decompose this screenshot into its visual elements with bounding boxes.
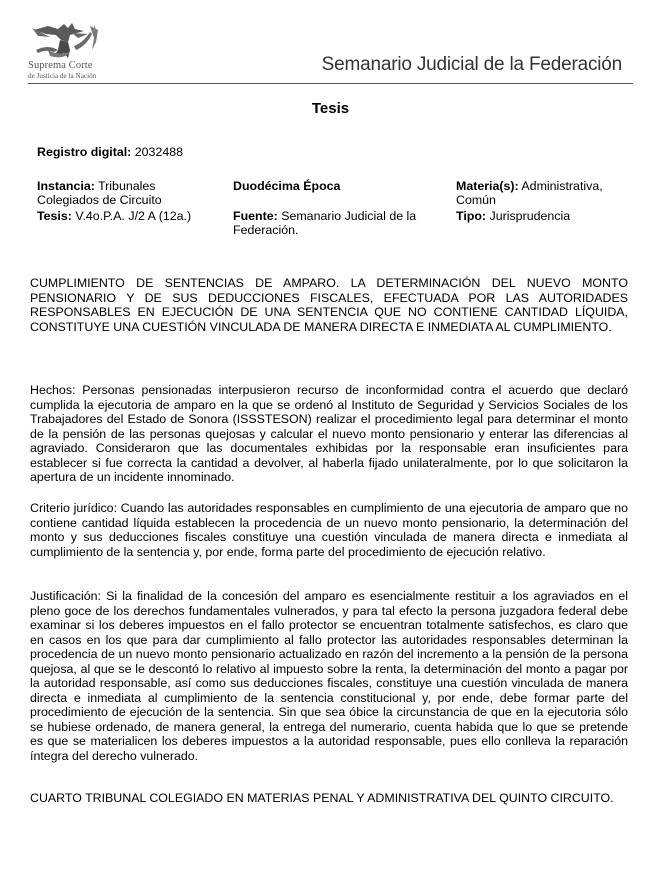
instancia-value: Tribunales Colegiados de Circuito — [37, 179, 162, 207]
fuente-value: Semanario Judicial de la Federación. — [233, 209, 417, 237]
fuente-label: Fuente: — [233, 209, 278, 223]
eagle-emblem-icon — [28, 20, 108, 62]
fuente-field — [233, 209, 443, 237]
logo-text-suprema-corte: Suprema Corte — [28, 60, 93, 71]
header-divider — [28, 83, 633, 84]
document-type-heading: Tesis — [311, 100, 350, 117]
tesis-value: V.4o.P.A. J/2 A (12a.) — [75, 209, 192, 223]
tipo-field — [456, 209, 626, 223]
materia-field — [456, 179, 626, 207]
tesis-field — [37, 209, 227, 223]
materia-value: Administrativa, Común — [456, 179, 603, 207]
registro-digital — [37, 145, 183, 159]
tribunal-name: CUARTO TRIBUNAL COLEGIADO EN MATERIAS PENAL Y ADMINISTRATIVA DEL QUINTO CIRCUITO. — [30, 791, 614, 805]
registro-value: 2032488 — [134, 145, 184, 159]
logo-text-justicia: de Justicia de la Nación — [28, 72, 97, 80]
instancia-field — [37, 179, 205, 207]
tesis-label: Tesis: — [37, 209, 72, 223]
criterio-juridico-paragraph: Criterio jurídico: Cuando las autoridades responsables en cumplimiento de una ejecutoria de amparo que no contiene cantidad líquida establecen la procedencia de un nuevo monto pensionario, la determinación del monto y sus deducciones fiscales constituye una cuestión vinculada de manera directa e inmediata al cumplimiento de la sentencia y, por ende, forma parte del procedimiento de ejecución relativo. — [30, 501, 628, 559]
epoca-field — [233, 179, 443, 193]
hechos-paragraph: Hechos: Personas pensionadas interpusieron recurso de inconformidad contra el acuerdo que declaró cumplida la ejecutoria de amparo en la que se ordenó al Instituto de Seguridad y Servicios Sociales de los Trabajadores del Estado de Sonora (ISSSTESON) realizar el procedimiento legal para determinar el monto de la pensión de las personas quejosas y calcular el nuevo monto pensionario y enterar las diferencias al agraviado. Consideraron que las documentales exhibidas por la responsable eran insuficientes para establecer si fue correcta la cantidad a devolver, al haberla fijado unilateralmente, por lo que solicitaron la apertura de un incidente innominado. — [30, 383, 628, 484]
tesis-rubro: CUMPLIMIENTO DE SENTENCIAS DE AMPARO. LA DETERMINACIÓN DEL NUEVO MONTO PENSIONARIO Y DE SUS DEDUCCIONES FISCALES, EFECTUADA POR LAS AUTORIDADES RESPONSABLES EN EJECUCIÓN DE UNA SENTENCIA QUE NO CONTIENE CANTIDAD LÍQUIDA, CONSTITUYE UNA CUESTIÓN VINCULADA DE MANERA DIRECTA E INMEDIATA AL CUMPLIMIENTO. — [30, 276, 628, 334]
tipo-value: Jurisprudencia — [489, 209, 571, 223]
instancia-label: Instancia: — [37, 179, 95, 193]
justificacion-paragraph: Justificación: Si la finalidad de la concesión del amparo es esencialmente restituir a los agraviados en el pleno goce de los derechos fundamentales vulnerados, y para tal efecto la persona juzgadora federal debe examinar si los deberes impuestos en el fallo protector se encuentran totalmente satisfechos, es claro que en casos en los que para dar cumplimiento al fallo protector las autoridades responsables determinan la procedencia de un nuevo monto pensionario actualizado en razón del incremento a la pensión de la persona quejosa, al que se le descontó lo relativo al impuesto sobre la renta, la determinación del monto a pagar por la autoridad responsable, así como sus deducciones fiscales, constituye una cuestión vinculada de manera directa e inmediata al cumplimiento de la sentencia constitucional y, por ende, debe formar parte del procedimiento de ejecución de la sentencia. Sin que sea óbice la circunstancia de que en la ejecutoria sólo se hubiese ordenado, de manera general, la entrega del numerario, cuenta habida que lo que se pretende es que se materialicen los deberes impuestos a la autoridad responsable, pues ello conlleva la reparación íntegra del derecho vulnerado. — [30, 589, 628, 763]
tipo-label: Tipo: — [456, 209, 487, 223]
materia-label: Materia(s): — [456, 179, 519, 193]
registro-label: Registro digital: — [37, 145, 132, 159]
epoca-value: Duodécima Época — [233, 179, 341, 193]
page-header — [28, 20, 632, 86]
site-title: Semanario Judicial de la Federación — [321, 54, 622, 75]
